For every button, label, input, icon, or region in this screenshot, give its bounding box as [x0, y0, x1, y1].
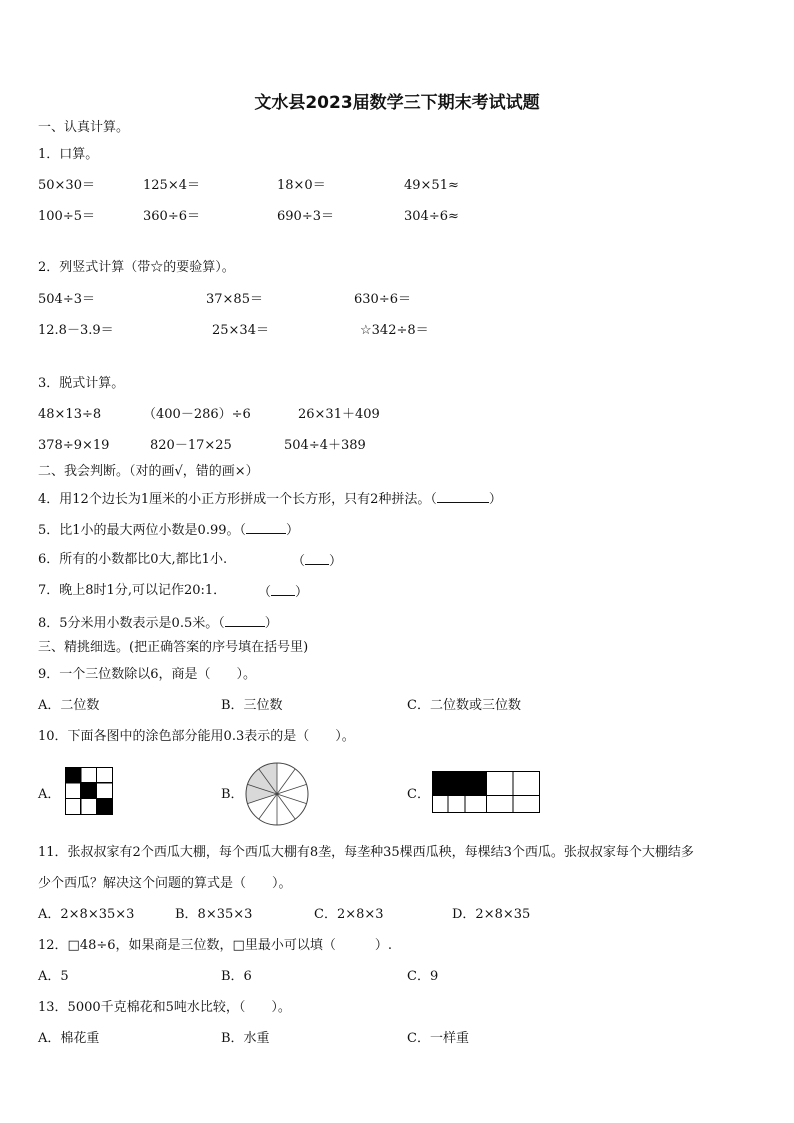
grid-cell — [66, 783, 81, 799]
q3-expr: （400－286）÷6 — [143, 407, 251, 422]
page-title: 文水县2023届数学三下期末考试试题 — [254, 93, 540, 113]
q13-option-a[interactable]: A．棉花重 — [38, 1031, 100, 1046]
q10-option-c[interactable]: C． — [407, 787, 430, 802]
q3-expr: 820－17×25 — [150, 438, 232, 453]
q10-option-b[interactable]: B． — [221, 787, 244, 802]
q7-close: ） — [295, 585, 309, 600]
q1-label: 1．口算。 — [38, 147, 99, 162]
q8 — [38, 614, 278, 632]
q4 — [38, 490, 502, 508]
q11-option-a[interactable]: A．2×8×35×3 — [38, 907, 135, 922]
q12-option-b[interactable]: B．6 — [221, 969, 252, 984]
q4-answer-blank[interactable] — [437, 490, 489, 503]
q6-answer — [292, 552, 342, 570]
q11-option-c[interactable]: C．2×8×3 — [314, 907, 384, 922]
q3-expr: 48×13÷8 — [38, 407, 102, 422]
grid-cell-shaded — [81, 783, 97, 799]
q4-close: ） — [488, 492, 502, 507]
q9-option-b[interactable]: B．三位数 — [221, 698, 283, 713]
q6-open: （ — [292, 554, 306, 569]
grid-cell — [81, 799, 97, 815]
q11-text-line1: 11．张叔叔家有2个西瓜大棚，每个西瓜大棚有8垄，每垄种35棵西瓜秧，每棵结3个西瓜。张叔叔家每个大棚结多 — [38, 845, 694, 860]
q13-option-c[interactable]: C．一样重 — [407, 1031, 469, 1046]
q7-text: 7．晚上8时1分,可以记作20:1． — [38, 583, 227, 598]
q1-expr: 50×30＝ — [38, 178, 95, 193]
q3-label: 3．脱式计算。 — [38, 376, 125, 391]
q1-expr: 125×4＝ — [143, 178, 200, 193]
q7-open: （ — [258, 585, 272, 600]
q11-option-d[interactable]: D．2×8×35 — [452, 907, 531, 922]
rect-shaded-block — [433, 772, 487, 796]
q2-expr: 25×34＝ — [212, 323, 269, 338]
q12-option-c[interactable]: C．9 — [407, 969, 439, 984]
grid-cell-shaded — [66, 768, 81, 783]
q1-expr: 360÷6＝ — [143, 209, 200, 224]
q6-close: ） — [329, 554, 343, 569]
q4-text: 4．用12个边长为1厘米的小正方形拼成一个长方形，只有2种拼法。（ — [38, 492, 437, 507]
q1-expr: 18×0＝ — [277, 178, 326, 193]
section-2-heading: 二、我会判断。（对的画√，错的画×） — [38, 464, 259, 479]
q10-option-a[interactable]: A． — [38, 787, 61, 802]
q10-figure-b-circle — [245, 762, 309, 826]
q10-figure-a-grid — [65, 767, 113, 815]
q2-expr: 37×85＝ — [206, 292, 263, 307]
q1-expr: 49×51≈ — [404, 178, 459, 193]
rect-cell — [487, 772, 514, 796]
q10-figure-c-rectangle — [432, 771, 540, 813]
q8-answer-blank[interactable] — [225, 614, 265, 627]
q3-expr: 26×31＋409 — [298, 407, 380, 422]
q5-text: 5．比1小的最大两位小数是0.99。（ — [38, 523, 246, 538]
q5-close: ） — [286, 523, 300, 538]
section-3-heading: 三、精挑细选。(把正确答案的序号填在括号里) — [38, 640, 309, 655]
q8-text: 8．5分米用小数表示是0.5米。（ — [38, 616, 225, 631]
q1-expr: 304÷6≈ — [404, 209, 459, 224]
q13-option-b[interactable]: B．水重 — [221, 1031, 270, 1046]
section-1-heading: 一、认真计算。 — [38, 120, 130, 135]
q10-text: 10．下面各图中的涂色部分能用0.3表示的是（ ）。 — [38, 729, 355, 744]
q12-option-a[interactable]: A．5 — [38, 969, 69, 984]
q1-expr: 100÷5＝ — [38, 209, 95, 224]
q11-text-line2: 少个西瓜？解决这个问题的算式是（ ）。 — [38, 876, 292, 891]
q8-close: ） — [264, 616, 278, 631]
q2-expr: 630÷6＝ — [354, 292, 411, 307]
q2-expr: 504÷3＝ — [38, 292, 95, 307]
grid-cell — [66, 799, 81, 815]
q6-text: 6．所有的小数都比0大,都比1小. — [38, 552, 228, 567]
q3-expr: 378÷9×19 — [38, 438, 110, 453]
q7-answer-blank[interactable] — [271, 583, 295, 596]
grid-cell — [97, 783, 113, 799]
q9-option-c[interactable]: C．二位数或三位数 — [407, 698, 521, 713]
q3-expr: 504÷4＋389 — [284, 438, 366, 453]
q2-expr: 12.8－3.9＝ — [38, 323, 114, 338]
q5-answer-blank[interactable] — [246, 521, 286, 534]
circle-shaded-sectors — [246, 763, 277, 804]
q9-option-a[interactable]: A．二位数 — [38, 698, 100, 713]
grid-cell — [97, 768, 113, 783]
grid-cell — [81, 768, 97, 783]
rect-cell — [513, 772, 540, 796]
q5 — [38, 521, 299, 539]
q1-expr: 690÷3＝ — [277, 209, 334, 224]
q2-expr: ☆342÷8＝ — [360, 323, 429, 338]
q6-answer-blank[interactable] — [305, 552, 329, 565]
q12-text: 12．□48÷6，如果商是三位数，□里最小可以填（ ）. — [38, 938, 392, 953]
q13-text: 13．5000千克棉花和5吨水比较，（ ）。 — [38, 1000, 291, 1015]
q9-text: 9．一个三位数除以6，商是（ ）。 — [38, 667, 257, 682]
q7-answer — [258, 583, 308, 601]
q2-label: 2．列竖式计算（带☆的要验算）。 — [38, 260, 235, 275]
q11-option-b[interactable]: B．8×35×3 — [175, 907, 253, 922]
grid-cell-shaded — [97, 799, 113, 815]
